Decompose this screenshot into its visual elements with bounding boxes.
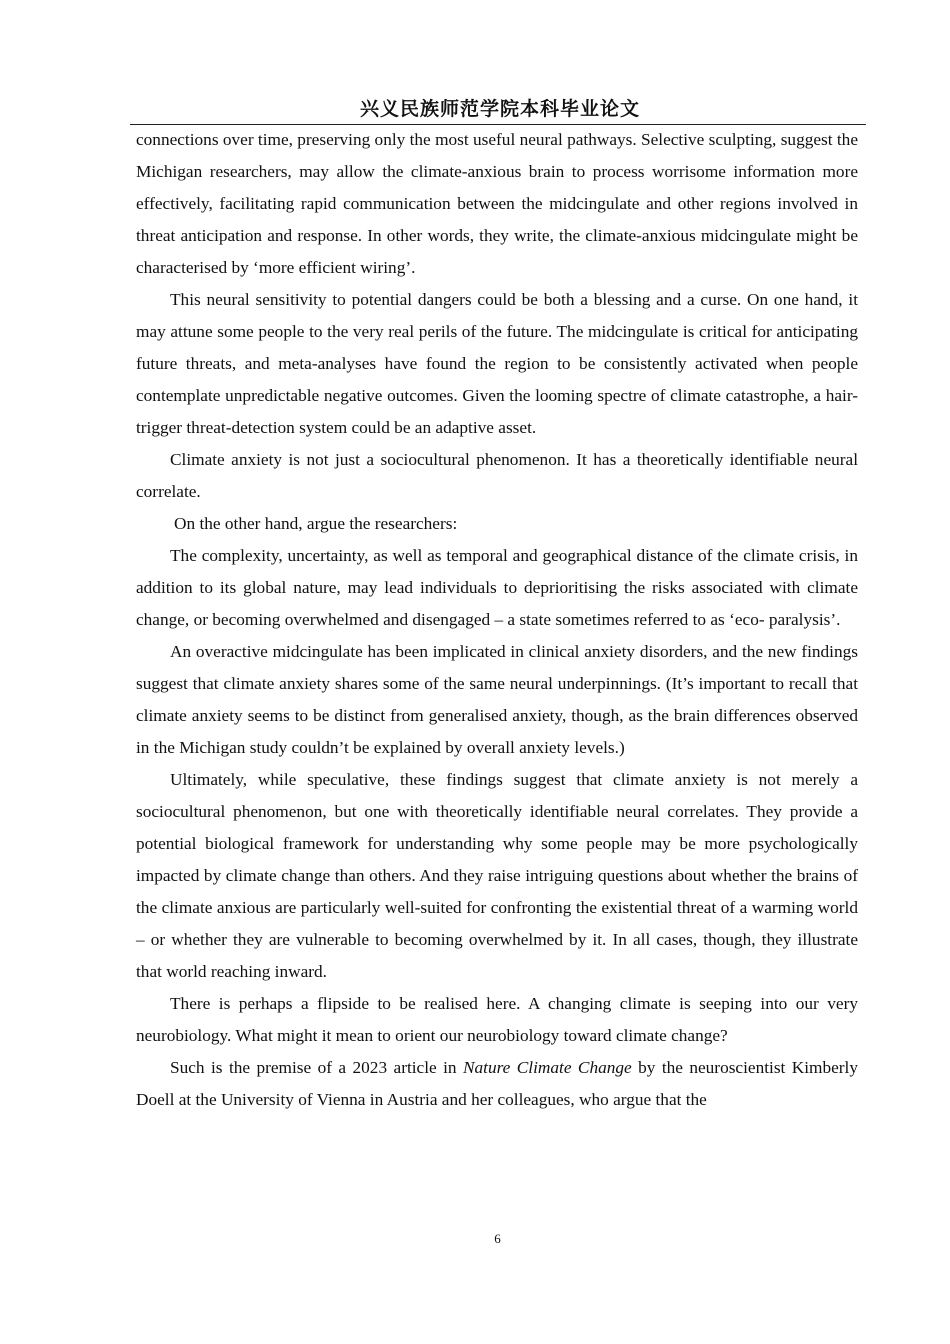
paragraph-1: connections over time, preserving only the most useful neural pathways. Selective sculpting, suggest the Michigan researchers, may allow the climate-anxious brain to process worrisome information more effectively, facilitating rapid communication between the midcingulate and other regions involved in threat anticipation and response. In other words, they write, the climate-anxious midcingulate might be characterised by ‘more efficient wiring’. [136, 130, 858, 277]
paragraph-5: The complexity, uncertainty, as well as temporal and geographical distance of the climate crisis, in addition to its global nature, may lead individuals to deprioritising the risks associated with climate change, or becoming overwhelmed and disengaged – a state sometimes referred to as ‘eco- paralysis’. [136, 546, 858, 629]
paragraph-2: This neural sensitivity to potential dangers could be both a blessing and a curse. On one hand, it may attune some people to the very real perils of the future. The midcingulate is critical for anticipating future threats, and meta-analyses have found the region to be consistently activated when people contemplate unpredictable negative outcomes. Given the looming spectre of climate catastrophe, a hair-trigger threat-detection system could be an adaptive asset. [136, 290, 858, 437]
journal-title: Nature Climate Change [462, 1058, 632, 1077]
paragraph-9 [136, 1052, 858, 1116]
paragraph-3: Climate anxiety is not just a sociocultural phenomenon. It has a theoretically identifiable neural correlate. [136, 450, 858, 501]
page-number: 6 [494, 1231, 501, 1246]
paragraph-4: On the other hand, argue the researchers: [174, 514, 458, 533]
paragraph-9-before: Such is the premise of a 2023 article in [170, 1058, 463, 1077]
paragraph-9-after: by the neuroscientist Kimberly Doell at the University of Vienna in Austria and her colleagues, who argue that the [136, 1058, 859, 1109]
paragraph-8: There is perhaps a flipside to be realised here. A changing climate is seeping into our very neurobiology. What might it mean to orient our neurobiology toward climate change? [136, 994, 858, 1045]
page-header-title: 兴义民族师范学院本科毕业论文 [359, 98, 640, 120]
body-text [136, 124, 858, 1116]
paragraph-6: An overactive midcingulate has been implicated in clinical anxiety disorders, and the new findings suggest that climate anxiety shares some of the same neural underpinnings. (It’s important to recall that climate anxiety seems to be distinct from generalised anxiety, though, as the brain differences observed in the Michigan study couldn’t be explained by overall anxiety levels.) [136, 642, 858, 757]
paragraph-7: Ultimately, while speculative, these findings suggest that climate anxiety is not merely a sociocultural phenomenon, but one with theoretically identifiable neural correlates. They provide a potential biological framework for understanding why some people may be more psychologically impacted by climate change than others. And they raise intriguing questions about whether the brains of the climate anxious are particularly well-suited for confronting the existential threat of a warming world – or whether they are vulnerable to becoming overwhelmed by it. In all cases, though, they illustrate that world reaching inward. [136, 770, 858, 981]
